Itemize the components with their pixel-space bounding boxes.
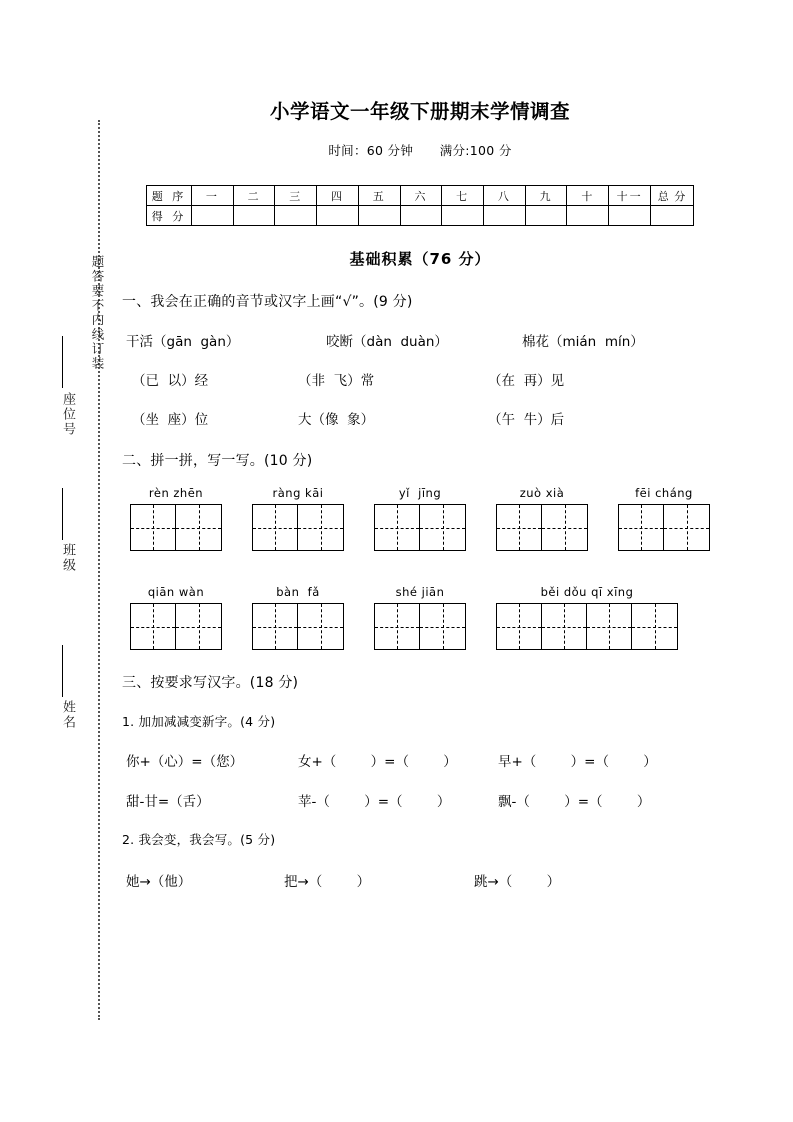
pinyin-grid-item: [374, 585, 466, 650]
class-label: 班级: [60, 543, 75, 573]
pinyin-label: bàn fǎ: [276, 585, 320, 599]
pinyin-label: shé jiān: [395, 585, 445, 599]
tianzige-grid[interactable]: [252, 504, 344, 551]
score-col-header: 十一: [609, 186, 651, 206]
score-cell[interactable]: [442, 206, 484, 226]
tianzige-grid[interactable]: [252, 603, 344, 650]
tianzige-grid[interactable]: [374, 603, 466, 650]
tianzige-cell[interactable]: [176, 505, 221, 550]
score-cell[interactable]: [317, 206, 359, 226]
pinyin-grid-item: [252, 585, 344, 650]
score-col-header-total: 总 分: [651, 186, 694, 206]
tianzige-cell[interactable]: [298, 604, 343, 649]
table-row: [147, 186, 694, 206]
tianzige-grid[interactable]: [496, 603, 678, 650]
choice-item[interactable]: （已 以）经: [132, 373, 209, 389]
seal-line-text: 题答要不内线订装: [90, 255, 105, 371]
question-3-add-row: [126, 750, 720, 770]
score-row-label: 得 分: [147, 206, 192, 226]
score-cell[interactable]: [192, 206, 234, 226]
seat-number-label: 座位号: [60, 392, 75, 437]
score-col-header: 五: [358, 186, 400, 206]
pinyin-label: rèn zhēn: [148, 486, 204, 500]
question-1-title: 一、我会在正确的音节或汉字上画“√”。(9 分): [122, 294, 413, 310]
score-col-header: 七: [442, 186, 484, 206]
score-col-header: 六: [400, 186, 442, 206]
class-line: [62, 488, 63, 540]
score-cell[interactable]: [275, 206, 317, 226]
tianzige-cell[interactable]: [375, 604, 420, 649]
table-row: [147, 206, 694, 226]
tianzige-cell[interactable]: [587, 604, 632, 649]
pinyin-grid-item: [496, 486, 588, 551]
tianzige-cell[interactable]: [420, 505, 465, 550]
tianzige-cell[interactable]: [619, 505, 664, 550]
choice-item[interactable]: 大（像 象）: [298, 412, 375, 428]
pinyin-label: zuò xià: [519, 486, 565, 500]
tianzige-cell[interactable]: [420, 604, 465, 649]
seat-number-line: [62, 336, 63, 388]
choice-item[interactable]: （午 牛）后: [488, 412, 565, 428]
score-cell[interactable]: [525, 206, 567, 226]
score-col-header: 一: [192, 186, 234, 206]
tianzige-grid[interactable]: [618, 504, 710, 551]
pinyin-grid-item: [130, 486, 222, 551]
question-2-row-2: [130, 585, 720, 650]
exam-page: [120, 0, 720, 890]
page-title: 小学语文一年级下册期末学情调查: [269, 100, 570, 123]
tianzige-cell[interactable]: [497, 505, 542, 550]
score-cell-total[interactable]: [651, 206, 694, 226]
tianzige-cell[interactable]: [298, 505, 343, 550]
time-limit: 时间：60 分钟: [328, 143, 414, 158]
score-cell[interactable]: [233, 206, 275, 226]
tianzige-cell[interactable]: [542, 505, 587, 550]
arrow-item[interactable]: 把→（ ）: [284, 874, 371, 890]
choice-item[interactable]: （坐 座）位: [132, 412, 209, 428]
score-col-header: 三: [275, 186, 317, 206]
question-2-title: 二、拼一拼，写一写。(10 分): [122, 453, 313, 469]
question-2-row-1: [130, 486, 720, 551]
choice-item[interactable]: 咬断（dàn duàn）: [326, 334, 448, 350]
score-cell[interactable]: [400, 206, 442, 226]
equation-item[interactable]: 你+（心）=（您）: [126, 754, 244, 770]
score-col-header: 十: [567, 186, 609, 206]
tianzige-cell[interactable]: [253, 604, 298, 649]
score-col-header: 九: [525, 186, 567, 206]
question-1-row-3: [126, 408, 720, 428]
pinyin-label: běi dǒu qī xīng: [540, 585, 634, 599]
equation-item[interactable]: 飘-（ ）=（ ）: [498, 794, 651, 810]
pinyin-grid-item: [618, 486, 710, 551]
choice-item[interactable]: 干活（gān gàn）: [126, 334, 240, 350]
choice-item[interactable]: （在 再）见: [488, 373, 565, 389]
section-heading: 基础积累（76 分）: [349, 250, 491, 268]
pinyin-grid-item: [374, 486, 466, 551]
tianzige-cell[interactable]: [131, 505, 176, 550]
equation-item[interactable]: 早+（ ）=（ ）: [498, 754, 657, 770]
pinyin-label: fēi cháng: [635, 486, 693, 500]
name-line: [62, 645, 63, 697]
equation-item[interactable]: 女+（ ）=（ ）: [298, 754, 457, 770]
choice-item[interactable]: 棉花（mián mín）: [522, 334, 644, 350]
score-cell[interactable]: [567, 206, 609, 226]
question-3-sub-1: 1. 加加减减变新字。(4 分): [122, 714, 276, 729]
score-row-label: 题 序: [147, 186, 192, 206]
tianzige-cell[interactable]: [497, 604, 542, 649]
score-col-header: 四: [317, 186, 359, 206]
tianzige-cell[interactable]: [131, 604, 176, 649]
tianzige-grid[interactable]: [130, 504, 222, 551]
total-score: 满分:100 分: [439, 143, 512, 158]
pinyin-label: qiān wàn: [147, 585, 205, 599]
question-1-row-2: [126, 369, 720, 389]
score-col-header: 八: [484, 186, 526, 206]
exam-meta: [120, 141, 720, 159]
arrow-item[interactable]: 她→（他）: [126, 874, 192, 890]
score-cell[interactable]: [609, 206, 651, 226]
question-3-sub-2: 2. 我会变，我会写。(5 分): [122, 832, 276, 847]
pinyin-label: ràng kāi: [272, 486, 324, 500]
score-cell[interactable]: [358, 206, 400, 226]
equation-item[interactable]: 苹-（ ）=（ ）: [298, 794, 451, 810]
pinyin-label: yǐ jīng: [398, 486, 442, 500]
name-label: 姓名: [60, 700, 75, 730]
tianzige-cell[interactable]: [542, 604, 587, 649]
tianzige-cell[interactable]: [253, 505, 298, 550]
question-1-row-1: [126, 330, 720, 350]
tianzige-grid[interactable]: [374, 504, 466, 551]
tianzige-cell[interactable]: [375, 505, 420, 550]
score-cell[interactable]: [484, 206, 526, 226]
tianzige-cell[interactable]: [664, 505, 709, 550]
choice-item[interactable]: （非 飞）常: [298, 373, 375, 389]
question-3-subtract-row: [126, 790, 720, 810]
tianzige-grid[interactable]: [496, 504, 588, 551]
score-table: [146, 185, 694, 226]
equation-item[interactable]: 甜-甘=（舌）: [126, 794, 210, 810]
pinyin-grid-item: [496, 585, 678, 650]
pinyin-grid-item: [252, 486, 344, 551]
tianzige-grid[interactable]: [130, 603, 222, 650]
arrow-item[interactable]: 跳→（ ）: [474, 874, 561, 890]
question-3-arrow-row: [126, 870, 720, 890]
score-col-header: 二: [233, 186, 275, 206]
tianzige-cell[interactable]: [176, 604, 221, 649]
binding-margin: [0, 0, 120, 1122]
question-3-title: 三、按要求写汉字。(18 分): [122, 675, 299, 691]
tianzige-cell[interactable]: [632, 604, 677, 649]
pinyin-grid-item: [130, 585, 222, 650]
